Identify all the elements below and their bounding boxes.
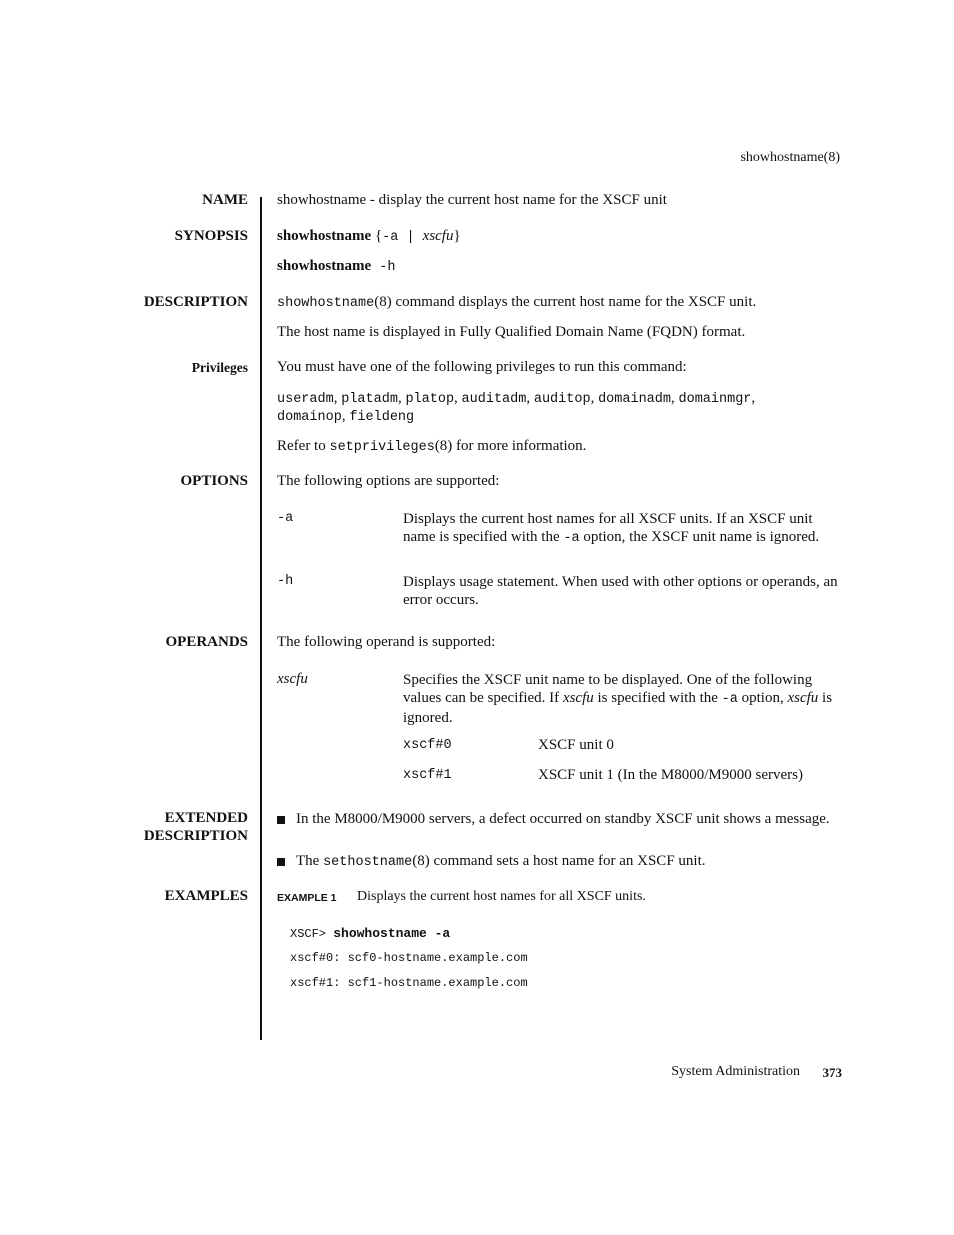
heading-examples: EXAMPLES	[164, 888, 248, 904]
heading-extended-description: DESCRIPTION	[143, 828, 248, 844]
synopsis-command: showhostname	[277, 228, 372, 244]
description-p2: The host name is displayed in Fully Qualified Domain Name (FQDN) format.	[277, 324, 746, 340]
operand-value-code: xscf#1	[403, 768, 452, 783]
footer-section: System Administration	[671, 1064, 800, 1079]
privilege-item: platop	[405, 392, 455, 407]
bullet-2-post: (8) command sets a host name for an XSCF unit.	[412, 853, 706, 869]
privilege-item: platadm	[341, 392, 398, 407]
synopsis-brace-close: }	[453, 228, 461, 244]
example-caption: Displays the current host names for all XSCF units.	[357, 889, 646, 904]
privileges-list-line-1	[277, 390, 755, 407]
option-a-desc-code: -a	[563, 531, 580, 546]
bullet-icon	[277, 858, 285, 866]
refer-post: (8) for more information.	[434, 438, 587, 454]
description-command: showhostname	[277, 296, 375, 311]
privileges-list-line-2	[277, 408, 414, 425]
heading-synopsis: SYNOPSIS	[174, 228, 248, 244]
heading-privileges: Privileges	[191, 360, 248, 375]
privilege-separator: ,	[526, 390, 534, 406]
privileges-refer	[277, 438, 586, 455]
example-label: EXAMPLE 1	[277, 892, 337, 904]
option-a-desc-text: Displays the current host names for all XSCF units. If an XSCF unit name is specified with the	[403, 511, 813, 545]
bullet-2-command: sethostname	[323, 855, 413, 870]
synopsis-line-2	[277, 258, 396, 275]
example-prompt: XSCF>	[290, 927, 334, 941]
bullet-2-pre: The	[296, 853, 324, 869]
extended-bullet-1: In the M8000/M9000 servers, a defect occurred on standby XSCF unit shows a message.	[296, 811, 830, 827]
name-text: showhostname - display the current host name for the XSCF unit	[277, 192, 667, 208]
options-intro: The following options are supported:	[277, 473, 500, 489]
privilege-item: domainmgr	[678, 392, 752, 407]
bullet-icon	[277, 816, 285, 824]
operand-name: xscfu	[277, 671, 308, 687]
heading-description: DESCRIPTION	[143, 294, 248, 310]
operand-desc-text-4: is ignored.	[403, 690, 833, 726]
example-output-line: xscf#1: scf1-hostname.example.com	[290, 976, 528, 990]
refer-pre: Refer to	[277, 438, 330, 454]
vertical-rule	[260, 197, 262, 1040]
operand-value-desc: XSCF unit 0	[538, 737, 614, 753]
option-a-desc-text-2: option, the XSCF unit name is ignored.	[579, 529, 820, 545]
operand-desc-text: Specifies the XSCF unit name to be displayed. One of the following values can be specified. If	[403, 672, 813, 706]
synopsis-option-h: -h	[371, 260, 396, 275]
privilege-separator: ,	[341, 408, 350, 424]
page-number: 373	[822, 1065, 842, 1080]
privilege-item: fieldeng	[349, 410, 415, 425]
option-h-name: -h	[277, 574, 294, 589]
example-command-line	[290, 926, 450, 941]
running-header: showhostname(8)	[740, 150, 840, 165]
privilege-separator: ,	[454, 390, 462, 406]
heading-options: OPTIONS	[180, 473, 248, 489]
privilege-item: useradm	[277, 392, 334, 407]
operand-desc-arg: xscfu	[562, 690, 594, 706]
operand-desc-arg-2: xscfu	[787, 690, 819, 706]
privilege-item: auditop	[533, 392, 591, 407]
option-a-name: -a	[277, 511, 294, 526]
synopsis-option-a: -a |	[382, 230, 423, 245]
privilege-separator: ,	[590, 390, 599, 406]
privilege-separator: ,	[333, 390, 342, 406]
privilege-item: domainadm	[598, 392, 671, 407]
operand-desc	[403, 671, 843, 727]
description-p1-rest: (8) command displays the current host name for the XSCF unit.	[374, 294, 757, 310]
extended-bullet-2	[296, 852, 841, 872]
example-command: showhostname -a	[333, 926, 451, 941]
operand-value-desc: XSCF unit 1 (In the M8000/M9000 servers)	[538, 767, 803, 783]
synopsis-brace-open: {	[371, 228, 383, 244]
operand-desc-code: -a	[721, 692, 738, 707]
privilege-separator: ,	[671, 390, 679, 406]
privilege-item: domainop	[277, 410, 342, 425]
privilege-separator: ,	[397, 390, 406, 406]
example-output-line: xscf#0: scf0-hostname.example.com	[290, 951, 528, 965]
synopsis-arg: xscfu	[422, 228, 454, 244]
heading-name: NAME	[202, 192, 248, 208]
operands-intro: The following operand is supported:	[277, 634, 496, 650]
operand-value-code: xscf#0	[403, 738, 452, 753]
privilege-item: auditadm	[461, 392, 527, 407]
privilege-separator: ,	[751, 390, 756, 406]
heading-operands: OPERANDS	[165, 634, 248, 650]
option-h-desc: Displays usage statement. When used with other options or operands, an error occurs.	[403, 574, 838, 608]
synopsis-command-2: showhostname	[277, 258, 372, 274]
description-p1	[277, 294, 756, 311]
privileges-intro: You must have one of the following privileges to run this command:	[277, 359, 687, 375]
refer-command: setprivileges	[329, 440, 435, 455]
synopsis-line-1	[277, 228, 461, 245]
operand-desc-text-3: option,	[737, 690, 788, 706]
operand-desc-text-2: is specified with the	[593, 690, 722, 706]
heading-extended: EXTENDED	[164, 810, 248, 826]
option-a-desc	[403, 510, 843, 548]
